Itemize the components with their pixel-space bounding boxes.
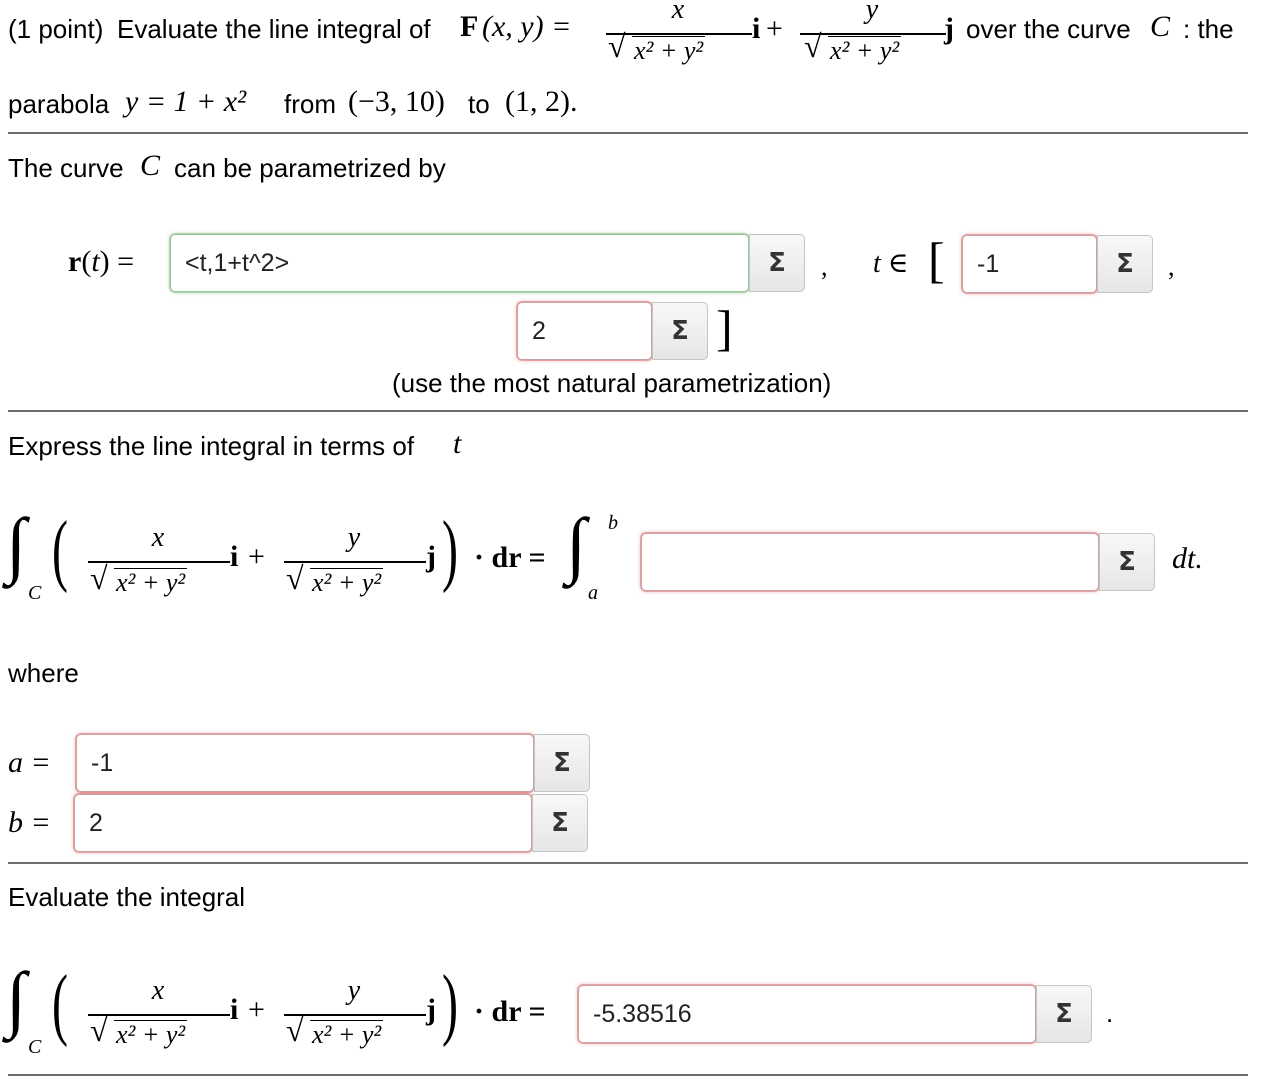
integral-sign-icon: ∫ bbox=[566, 504, 587, 586]
left-paren-icon: ( bbox=[52, 506, 68, 594]
t-start-input[interactable]: -1 bbox=[962, 235, 1097, 293]
upper-limit-b: b bbox=[608, 512, 618, 534]
dr-equals: · dr = bbox=[474, 541, 546, 574]
plus-sign: + bbox=[248, 993, 265, 1026]
sigma-button[interactable]: Σ bbox=[1099, 533, 1155, 591]
parametrization-hint: (use the most natural parametrization) bbox=[392, 368, 832, 398]
r-of-t-input[interactable]: <t,1+t^2> bbox=[170, 234, 749, 292]
curve-symbol: C bbox=[1150, 10, 1171, 43]
sigma-button[interactable]: Σ bbox=[1097, 235, 1153, 293]
a-input[interactable]: -1 bbox=[76, 734, 534, 792]
t-end-input[interactable]: 2 bbox=[517, 302, 652, 360]
integrand-input[interactable] bbox=[641, 533, 1099, 591]
a-label: a = bbox=[8, 746, 51, 779]
t-variable: t bbox=[453, 427, 462, 460]
result-input[interactable]: -5.38516 bbox=[578, 985, 1036, 1043]
sqrt-icon: √ bbox=[804, 28, 822, 64]
sigma-button[interactable]: Σ bbox=[749, 234, 805, 292]
unit-i: i bbox=[230, 993, 239, 1026]
integral-subscript: C bbox=[28, 1036, 42, 1058]
unit-j: j bbox=[944, 12, 954, 45]
fraction-bar bbox=[88, 1014, 230, 1016]
unit-j: j bbox=[426, 540, 436, 573]
colon-the-text: : the bbox=[1183, 14, 1234, 44]
start-point: (−3, 10) bbox=[348, 85, 445, 118]
comma: , bbox=[1168, 252, 1175, 281]
fraction-denominator: x² + y² bbox=[312, 568, 382, 597]
b-label: b = bbox=[8, 806, 51, 839]
right-paren-icon: ) bbox=[442, 506, 458, 594]
plus-sign: + bbox=[248, 540, 265, 573]
points-label: (1 point) bbox=[8, 14, 104, 44]
sqrt-icon: √ bbox=[286, 1012, 304, 1048]
fraction-denominator: x² + y² bbox=[116, 1020, 186, 1049]
integral-subscript: C bbox=[28, 582, 42, 604]
field-args: (x, y) = bbox=[482, 10, 572, 43]
sigma-button[interactable]: Σ bbox=[1036, 985, 1092, 1043]
fraction-numerator-y: y bbox=[865, 0, 879, 25]
sqrt-icon: √ bbox=[90, 560, 108, 596]
dt-label: dt. bbox=[1172, 542, 1203, 575]
curve-symbol: C bbox=[140, 149, 161, 182]
sigma-button[interactable]: Σ bbox=[652, 302, 708, 360]
comma: , bbox=[821, 252, 828, 281]
sqrt-icon: √ bbox=[608, 28, 626, 64]
to-text: to bbox=[468, 89, 490, 119]
integral-sign-icon: ∫ bbox=[6, 958, 27, 1040]
fraction-numerator-x: x bbox=[151, 975, 165, 1006]
sqrt-icon: √ bbox=[90, 1012, 108, 1048]
divider bbox=[8, 862, 1248, 864]
integral-sign-icon: ∫ bbox=[6, 504, 27, 586]
fraction-bar bbox=[88, 561, 230, 563]
where-text: where bbox=[8, 658, 79, 688]
left-paren-icon: ( bbox=[52, 960, 68, 1048]
fraction-denominator: x² + y² bbox=[634, 36, 704, 65]
unit-i: i bbox=[752, 12, 761, 45]
fraction-numerator-x: x bbox=[671, 0, 685, 25]
parabola-text: parabola bbox=[8, 89, 110, 119]
divider bbox=[8, 132, 1248, 134]
plus-sign: + bbox=[766, 12, 783, 45]
fraction-bar bbox=[606, 33, 752, 35]
fraction-denominator: x² + y² bbox=[116, 568, 186, 597]
b-input[interactable]: 2 bbox=[74, 794, 532, 852]
fraction-numerator-y: y bbox=[347, 975, 361, 1006]
t-in-label: t ∈ bbox=[873, 248, 909, 279]
curve-text-a: The curve bbox=[8, 153, 124, 183]
divider bbox=[8, 410, 1248, 412]
lower-limit-a: a bbox=[588, 582, 598, 604]
unit-j: j bbox=[426, 993, 436, 1026]
fraction-denominator: x² + y² bbox=[830, 36, 900, 65]
evaluate-text: Evaluate the integral bbox=[8, 882, 246, 912]
r-of-t-label: r(t) = bbox=[68, 245, 135, 278]
parabola-equation: y = 1 + x² bbox=[125, 85, 247, 118]
from-text: from bbox=[284, 89, 336, 119]
fraction-numerator-y: y bbox=[347, 522, 361, 553]
dr-equals: · dr = bbox=[474, 995, 546, 1028]
fraction-bar bbox=[284, 561, 426, 563]
left-bracket-icon: [ bbox=[928, 232, 945, 288]
right-bracket-icon: ] bbox=[716, 300, 733, 356]
curve-text-b: can be parametrized by bbox=[174, 153, 446, 183]
intro-text: Evaluate the line integral of bbox=[117, 14, 431, 44]
right-paren-icon: ) bbox=[442, 960, 458, 1048]
unit-i: i bbox=[230, 540, 239, 573]
period: . bbox=[1106, 998, 1114, 1028]
express-text: Express the line integral in terms of bbox=[8, 431, 415, 461]
sigma-button[interactable]: Σ bbox=[534, 734, 590, 792]
sqrt-icon: √ bbox=[286, 560, 304, 596]
fraction-bar bbox=[284, 1014, 426, 1016]
fraction-numerator-x: x bbox=[151, 522, 165, 553]
field-name: F bbox=[460, 10, 479, 43]
over-text: over the curve bbox=[966, 14, 1131, 44]
divider bbox=[8, 1074, 1248, 1076]
sigma-button[interactable]: Σ bbox=[532, 794, 588, 852]
end-point: (1, 2). bbox=[505, 85, 578, 118]
fraction-denominator: x² + y² bbox=[312, 1020, 382, 1049]
